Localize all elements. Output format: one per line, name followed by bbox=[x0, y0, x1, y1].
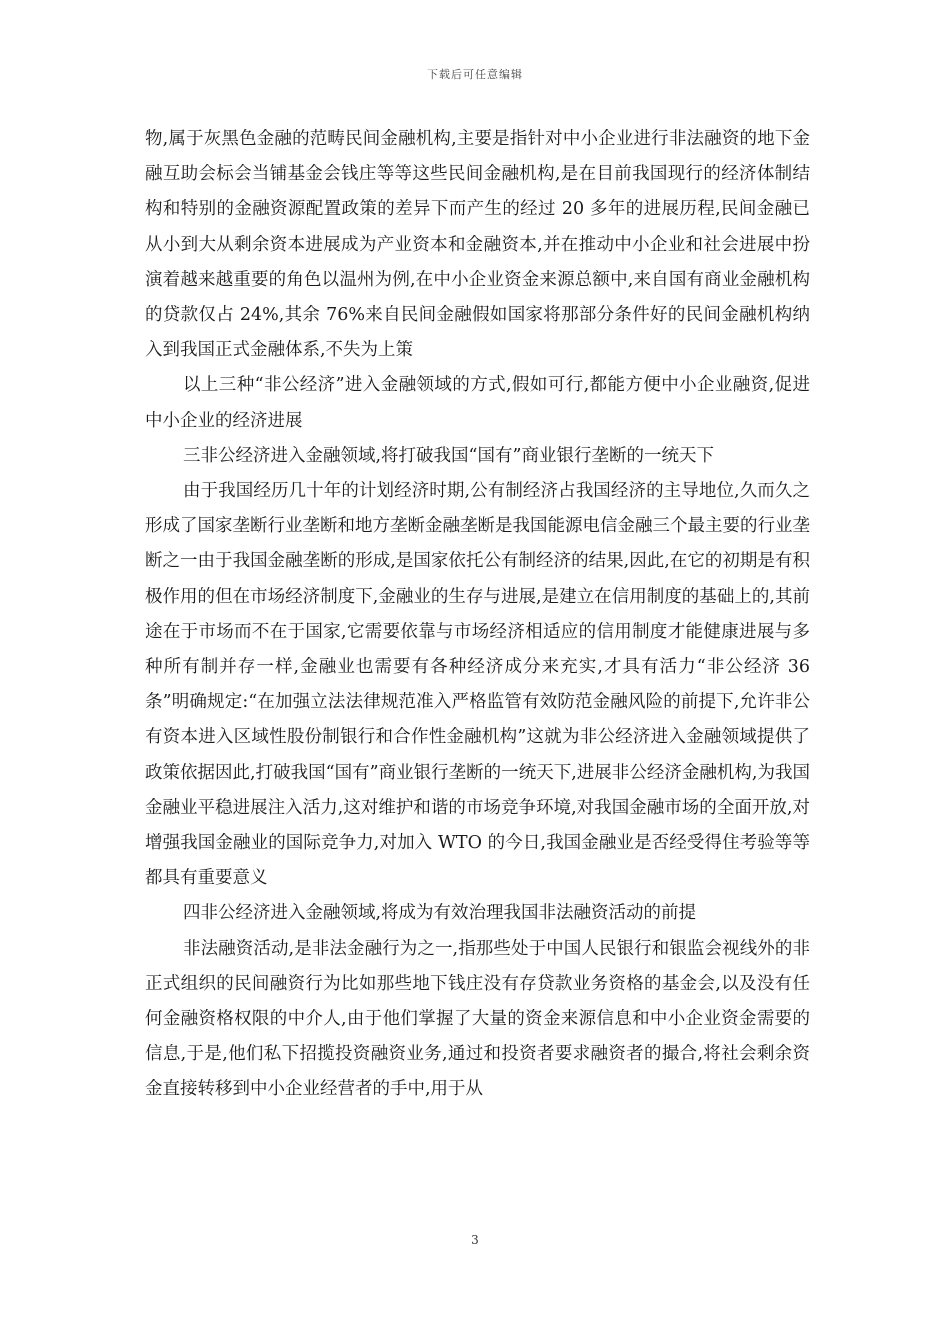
paragraph: 物,属于灰黑色金融的范畴民间金融机构,主要是指针对中小企业进行非法融资的地下金融互助会标会当铺基金会钱庄等等这些民间金融机构,是在目前我国现行的经济体制结构和特别的金融资源配置政策的差异下而产生的经过 20 多年的进展历程,民间金融已从小到大从剩余资本进展成为产业资本和金融资本,并在推动中小企业和社会进展中扮演着越来越重要的角色以温州为例,在中小企业资金来源总额中,来自国有商业金融机构的贷款仅占 24%,其余 76%来自民间金融假如国家将那部分条件好的民间金融机构纳入到我国正式金融体系,不失为上策 bbox=[145, 129, 810, 361]
section-heading: 四非公经济进入金融领域,将成为有效治理我国非法融资活动的前提 bbox=[183, 903, 697, 924]
document-body bbox=[145, 122, 810, 1108]
paragraph: 以上三种“非公经济”进入金融领域的方式,假如可行,都能方便中小企业融资,促进中小企业的经济进展 bbox=[145, 375, 810, 431]
paragraph: 由于我国经历几十年的计划经济时期,公有制经济占我国经济的主导地位,久而久之形成了国家垄断行业垄断和地方垄断金融垄断是我国能源电信金融三个最主要的行业垄断之一由于我国金融垄断的形成,是国家依托公有制经济的结果,因此,在它的初期是有积极作用的但在市场经济制度下,金融业的生存与进展,是建立在信用制度的基础上的,其前途在于市场而不在于国家,它需要依靠与市场经济相适应的信用制度才能健康进展与多种所有制并存一样,金融业也需要有各种经济成分来充实,才具有活力“非公经济 36 条”明确规定:“在加强立法法律规范准入严格监管有效防范金融风险的前提下,允许非公有资本进入区域性股份制银行和合作性金融机构”这就为非公经济进入金融领域提供了政策依据因此,打破我国“国有”商业银行垄断的一统天下,进展非公经济金融机构,为我国金融业平稳进展注入活力,这对维护和谐的市场竞争环境,对我国金融市场的全面开放,对增强我国金融业的国际竞争力,对加入 WTO 的今日,我国金融业是否经受得住考验等等都具有重要意义 bbox=[145, 481, 810, 889]
section-heading: 三非公经济进入金融领域,将打破我国“国有”商业银行垄断的一统天下 bbox=[183, 445, 714, 466]
page-number: 3 bbox=[471, 1233, 479, 1247]
paragraph: 非法融资活动,是非法金融行为之一,指那些处于中国人民银行和银监会视线外的非正式组织的民间融资行为比如那些地下钱庄没有存贷款业务资格的基金会,以及没有任何金融资格权限的中介人,由于他们掌握了大量的资金来源信息和中小企业资金需要的信息,于是,他们私下招揽投资融资业务,通过和投资者要求融资者的撮合,将社会剩余资金直接转移到中小企业经营者的手中,用于从 bbox=[145, 938, 810, 1100]
page-header: 下载后可任意编辑 bbox=[427, 68, 523, 81]
